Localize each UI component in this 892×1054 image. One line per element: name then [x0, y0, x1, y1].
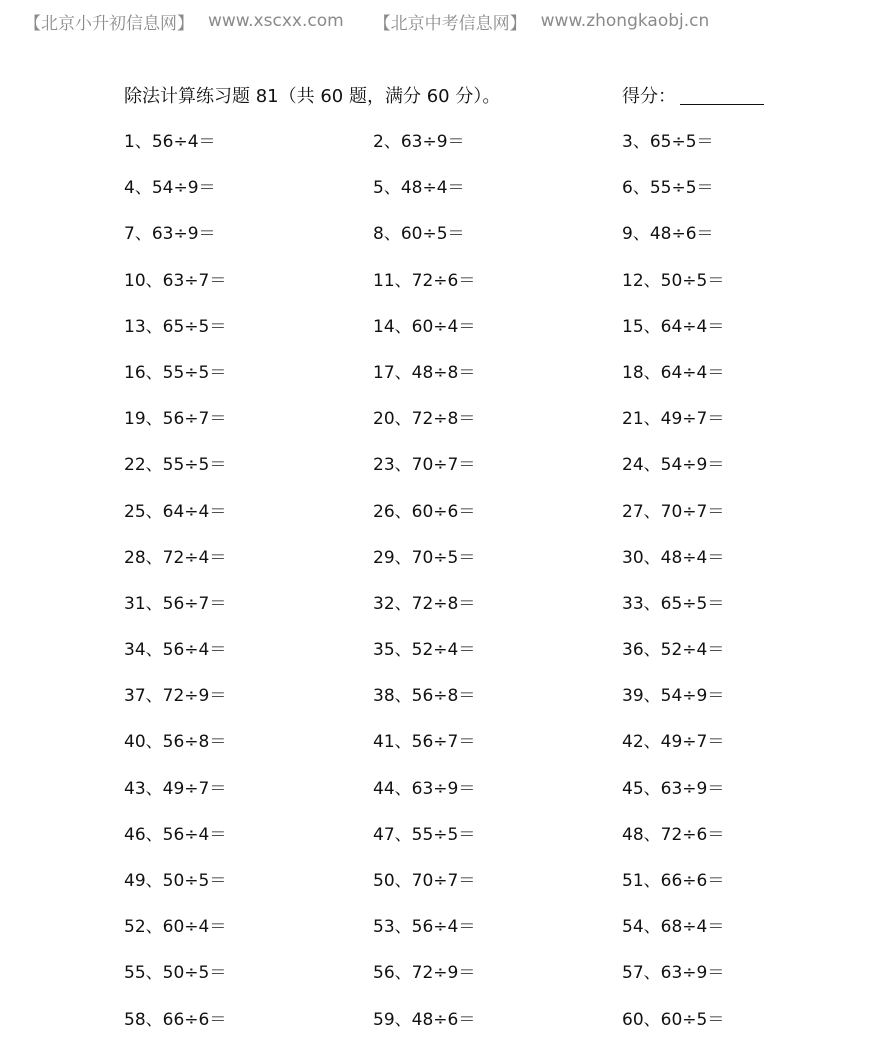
- worksheet-title-row: [124, 82, 784, 110]
- problem-item: 12、50÷5＝: [622, 270, 725, 291]
- problem-item: 55、50÷5＝: [124, 963, 227, 984]
- problem-item: 50、70÷7＝: [373, 871, 476, 891]
- problem-item: 47、55÷5＝: [373, 824, 476, 845]
- problem-item: 22、55÷5＝: [124, 455, 227, 476]
- problem-item: 40、56÷8＝: [124, 732, 227, 753]
- header-site2-name: 【北京中考信息网】: [373, 13, 527, 34]
- problem-item: 23、70÷7＝: [373, 455, 476, 476]
- problem-item: 49、50÷5＝: [124, 871, 227, 891]
- problem-item: 39、54÷9＝: [622, 686, 725, 707]
- problem-item: 41、56÷7＝: [373, 732, 476, 753]
- problem-item: 21、49÷7＝: [622, 409, 725, 430]
- problem-item: 6、55÷5＝: [622, 178, 714, 199]
- problem-item: 3、65÷5＝: [622, 132, 714, 152]
- problem-item: 48、72÷6＝: [622, 824, 725, 845]
- problem-item: 14、60÷4＝: [373, 316, 476, 337]
- problem-item: 9、48÷6＝: [622, 224, 714, 245]
- score-blank: [680, 82, 764, 105]
- problem-item: 18、64÷4＝: [622, 362, 725, 383]
- problem-item: 7、63÷9＝: [124, 224, 216, 245]
- problem-item: 16、55÷5＝: [124, 362, 227, 383]
- problem-item: 13、65÷5＝: [124, 316, 227, 337]
- problem-item: 34、56÷4＝: [124, 640, 227, 661]
- problem-item: 17、48÷8＝: [373, 362, 476, 383]
- problem-item: 56、72÷9＝: [373, 963, 476, 984]
- problem-grid: [124, 130, 824, 1054]
- problem-item: 35、52÷4＝: [373, 640, 476, 661]
- problem-item: 19、56÷7＝: [124, 409, 227, 430]
- problem-item: 20、72÷8＝: [373, 409, 476, 430]
- problem-item: 53、56÷4＝: [373, 917, 476, 938]
- page-header: [24, 8, 709, 34]
- problem-item: 1、56÷4＝: [124, 132, 216, 152]
- header-site1-name: 【北京小升初信息网】: [24, 13, 194, 34]
- problem-item: 44、63÷9＝: [373, 778, 476, 799]
- header-site2-url[interactable]: www.zhongkaobj.cn: [540, 11, 710, 31]
- problem-item: 58、66÷6＝: [124, 1009, 227, 1030]
- problem-item: 60、60÷5＝: [622, 1009, 725, 1030]
- problem-item: 45、63÷9＝: [622, 778, 725, 799]
- problem-item: 26、60÷6＝: [373, 501, 476, 522]
- problem-item: 2、63÷9＝: [373, 132, 465, 152]
- worksheet-title: 除法计算练习题 81（共 60 题，满分 60 分）。: [124, 86, 501, 107]
- problem-item: 36、52÷4＝: [622, 640, 725, 661]
- problem-item: 31、56÷7＝: [124, 593, 227, 614]
- problem-item: 52、60÷4＝: [124, 917, 227, 938]
- problem-item: 38、56÷8＝: [373, 686, 476, 707]
- problem-item: 57、63÷9＝: [622, 963, 725, 984]
- problem-item: 10、63÷7＝: [124, 270, 227, 291]
- problem-item: 30、48÷4＝: [622, 547, 725, 568]
- problem-item: 59、48÷6＝: [373, 1009, 476, 1030]
- problem-item: 28、72÷4＝: [124, 547, 227, 568]
- problem-item: 11、72÷6＝: [373, 270, 476, 291]
- header-site1-url[interactable]: www.xscxx.com: [208, 11, 344, 31]
- problem-item: 15、64÷4＝: [622, 316, 725, 337]
- problem-item: 4、54÷9＝: [124, 178, 216, 199]
- problem-item: 46、56÷4＝: [124, 824, 227, 845]
- problem-item: 32、72÷8＝: [373, 593, 476, 614]
- problem-item: 25、64÷4＝: [124, 501, 227, 522]
- problem-item: 42、49÷7＝: [622, 732, 725, 753]
- problem-item: 27、70÷7＝: [622, 501, 725, 522]
- problem-item: 54、68÷4＝: [622, 917, 725, 938]
- problem-item: 29、70÷5＝: [373, 547, 476, 568]
- problem-item: 33、65÷5＝: [622, 593, 725, 614]
- problem-item: 8、60÷5＝: [373, 224, 465, 245]
- problem-item: 24、54÷9＝: [622, 455, 725, 476]
- problem-item: 51、66÷6＝: [622, 871, 725, 891]
- problem-item: 5、48÷4＝: [373, 178, 465, 199]
- score-label: 得分：: [622, 86, 676, 107]
- problem-item: 37、72÷9＝: [124, 686, 227, 707]
- problem-item: 43、49÷7＝: [124, 778, 227, 799]
